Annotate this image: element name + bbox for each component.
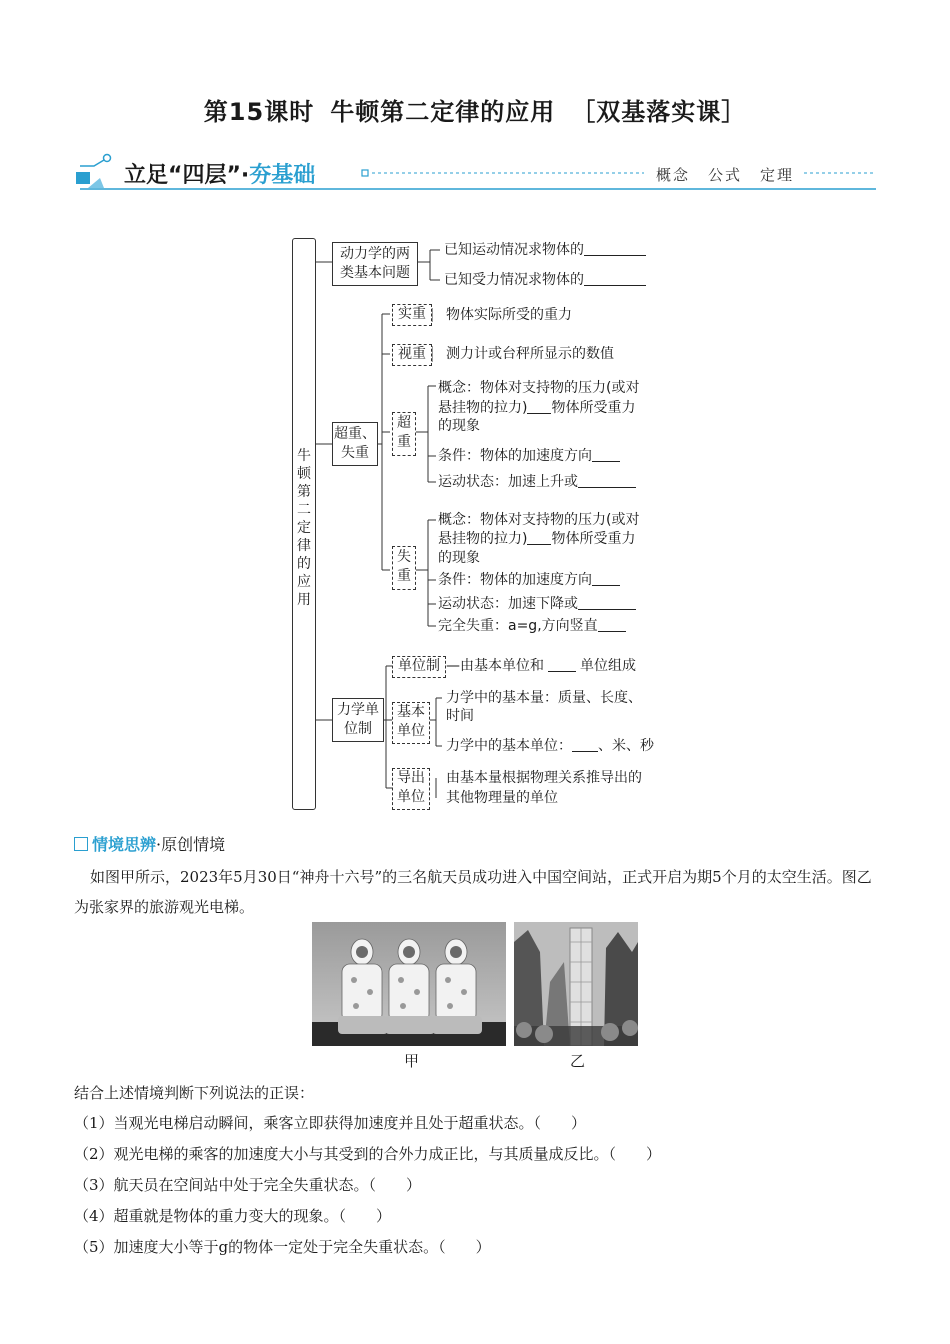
overweight-concept-line3: 的现象: [438, 418, 480, 434]
elevator-photo: [514, 922, 638, 1046]
keyword-theorem: 定理: [760, 166, 795, 184]
caption-left: 甲: [404, 1052, 420, 1070]
base-quantities-line1: 力学中的基本量：质量、长度、: [446, 690, 642, 706]
dynamics-item-2: 已知受力情况求物体的: [444, 270, 646, 290]
astronauts-illustration: [312, 922, 506, 1046]
astronauts-photo: [312, 922, 506, 1046]
dynamics-item-1: 已知运动情况求物体的: [444, 240, 646, 260]
branch-units: [332, 698, 384, 742]
weightless-concept-line1: 概念：物体对支持物的压力(或对: [438, 512, 640, 528]
weightless-concept-line3: 的现象: [438, 550, 480, 566]
apparent-weight-text: 测力计或台秤所显示的数值: [446, 346, 614, 362]
overweight-motion: 运动状态：加速上升或: [438, 472, 636, 492]
elevator-illustration: [514, 922, 638, 1046]
question-3: （3）航天员在空间站中处于完全失重状态。（ ）: [74, 1176, 422, 1194]
branch-dynamics-label: 动力学的两类基本问题: [340, 246, 410, 281]
node-real-weight: 实重: [392, 304, 432, 326]
weightless-concept-line2: 悬挂物的拉力) 物体所受重力: [438, 531, 636, 547]
mindmap-root: [292, 238, 316, 810]
questions-intro: 结合上述情境判断下列说法的正误：: [74, 1084, 315, 1102]
derived-units-line1: 由基本量根据物理关系推导出的: [446, 770, 642, 786]
base-quantities-line2: 时间: [446, 708, 474, 724]
node-apparent-weight: 视重: [392, 344, 432, 366]
keyword-concept: 概念: [656, 166, 691, 184]
unit-system-text: —由基本单位和 单位组成: [446, 658, 636, 674]
question-1: （1）当观光电梯启动瞬间，乘客立即获得加速度并且处于超重状态。（ ）: [74, 1114, 587, 1132]
banner-title-highlight: 夯基础: [249, 163, 316, 188]
branch-dynamics: [332, 242, 418, 286]
keyword-formula: 公式: [708, 166, 743, 184]
scenario-paragraph: 如图甲所示，2023年5月30日“神舟十六号”的三名航天员成功进入中国空间站，正式开启为期5个月的太空生活。图乙为张家界的旅游观光电梯。: [74, 868, 872, 916]
complete-weightless: 完全失重：a=g,方向竖直: [438, 616, 626, 636]
node-unit-system: 单位制: [392, 656, 446, 678]
lesson-number: 第15课时: [203, 98, 315, 126]
question-5: （5）加速度大小等于g的物体一定处于完全失重状态。（ ）: [74, 1238, 491, 1256]
base-units-text: 力学中的基本单位： 、米、秒: [446, 738, 654, 754]
branch-weight-label: 超重、失重: [334, 426, 376, 461]
scenario-heading-rest: ·原创情境: [156, 835, 226, 854]
question-4: （4）超重就是物体的重力变大的现象。（ ）: [74, 1207, 392, 1225]
lesson-tag: ［双基落实课］: [571, 98, 747, 126]
branch-weight: [332, 422, 378, 466]
weightless-condition: 条件：物体的加速度方向: [438, 570, 620, 590]
caption-right: 乙: [570, 1052, 586, 1070]
node-weightless: 失重: [392, 546, 416, 590]
real-weight-text: 物体实际所受的重力: [446, 307, 572, 323]
derived-units-line2: 其他物理量的单位: [446, 790, 558, 806]
overweight-condition: 条件：物体的加速度方向: [438, 446, 620, 466]
scenario-heading-blue: 情境思辨: [92, 835, 157, 854]
scenario-heading: [74, 832, 225, 855]
node-overweight: 超重: [392, 412, 416, 456]
checkbox-square-icon: [74, 837, 88, 851]
banner-title-left: 立足“四层”·: [124, 163, 250, 188]
weightless-motion: 运动状态：加速下降或: [438, 594, 636, 614]
node-derived-units: 导出单位: [392, 768, 430, 810]
overweight-concept-line2: 悬挂物的拉力) 物体所受重力: [438, 400, 636, 416]
mindmap-root-label: 牛顿第二定律的应用: [297, 448, 311, 608]
overweight-concept-line1: 概念：物体对支持物的压力(或对: [438, 380, 640, 396]
lesson-topic: 牛顿第二定律的应用: [330, 98, 556, 126]
branch-units-label: 力学单位制: [337, 702, 379, 737]
node-base-units: 基本单位: [392, 702, 430, 744]
question-2: （2）观光电梯的乘客的加速度大小与其受到的合外力成正比，与其质量成反比。（ ）: [74, 1145, 662, 1163]
